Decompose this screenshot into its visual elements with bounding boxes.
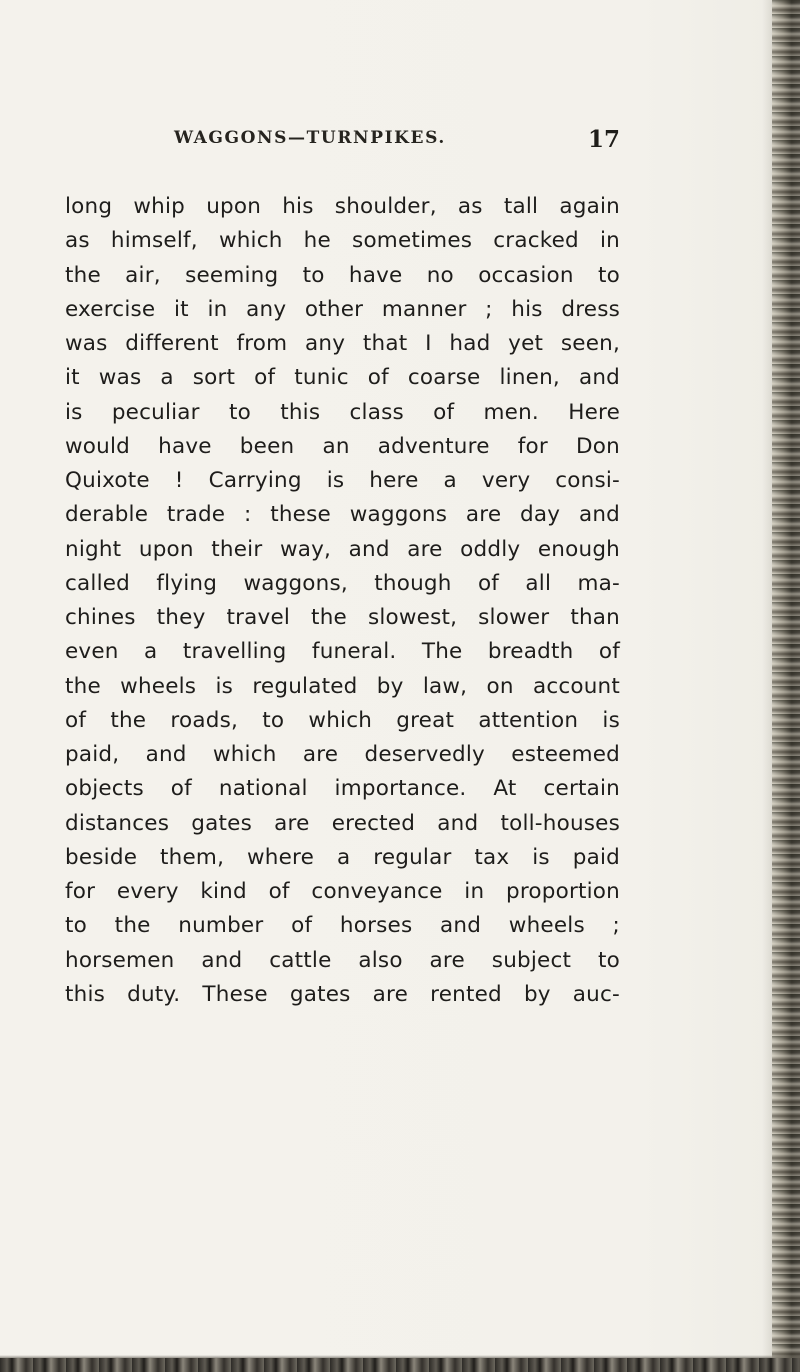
text-line: paid, and which are deservedly esteemed — [65, 742, 620, 767]
page-number: 17 — [587, 126, 620, 153]
text-line: long whip upon his shoulder, as tall again — [65, 194, 620, 219]
text-line: was different from any that I had yet seen, — [65, 331, 620, 356]
text-line: objects of national importance. At certain — [65, 776, 620, 802]
text-line: would have been an adventure for Don — [65, 433, 620, 459]
text-line: Quixote ! Carrying is here a very consi- — [65, 468, 620, 493]
text-line: the wheels is regulated by law, on account — [65, 673, 620, 699]
text-line: distances gates are erected and toll-houses — [65, 810, 620, 836]
text-line: for every kind of conveyance in proportion — [65, 879, 620, 904]
page-header — [174, 128, 620, 162]
text-line: this duty. These gates are rented by auc- — [65, 981, 620, 1007]
text-line: as himself, which he sometimes cracked in — [65, 228, 620, 254]
text-line: is peculiar to this class of men. Here — [65, 399, 620, 425]
text-line: it was a sort of tunic of coarse linen, and — [65, 365, 620, 391]
text-line: beside them, where a regular tax is paid — [65, 844, 620, 870]
text-line: even a travelling funeral. The breadth of — [65, 639, 620, 665]
text-line: called flying waggons, though of all ma- — [65, 570, 620, 596]
page-gutter-shadow — [762, 0, 772, 1372]
text-line: derable trade : these waggons are day and — [65, 502, 620, 528]
text-line: chines they travel the slowest, slower than — [65, 605, 620, 630]
text-line: of the roads, to which great attention is — [65, 707, 620, 733]
text-line: night upon their way, and are oddly enough — [65, 536, 620, 562]
text-line: exercise it in any other manner ; his dress — [65, 296, 620, 322]
book-edge — [772, 0, 800, 1372]
body-text — [65, 190, 620, 1012]
text-line: to the number of horses and wheels ; — [65, 913, 620, 939]
text-line: the air, seeming to have no occasion to — [65, 262, 620, 288]
running-head: WAGGONS—TURNPIKES. — [174, 128, 446, 148]
bottom-book-edge — [0, 1358, 800, 1372]
text-line: horsemen and cattle also are subject to — [65, 947, 620, 973]
